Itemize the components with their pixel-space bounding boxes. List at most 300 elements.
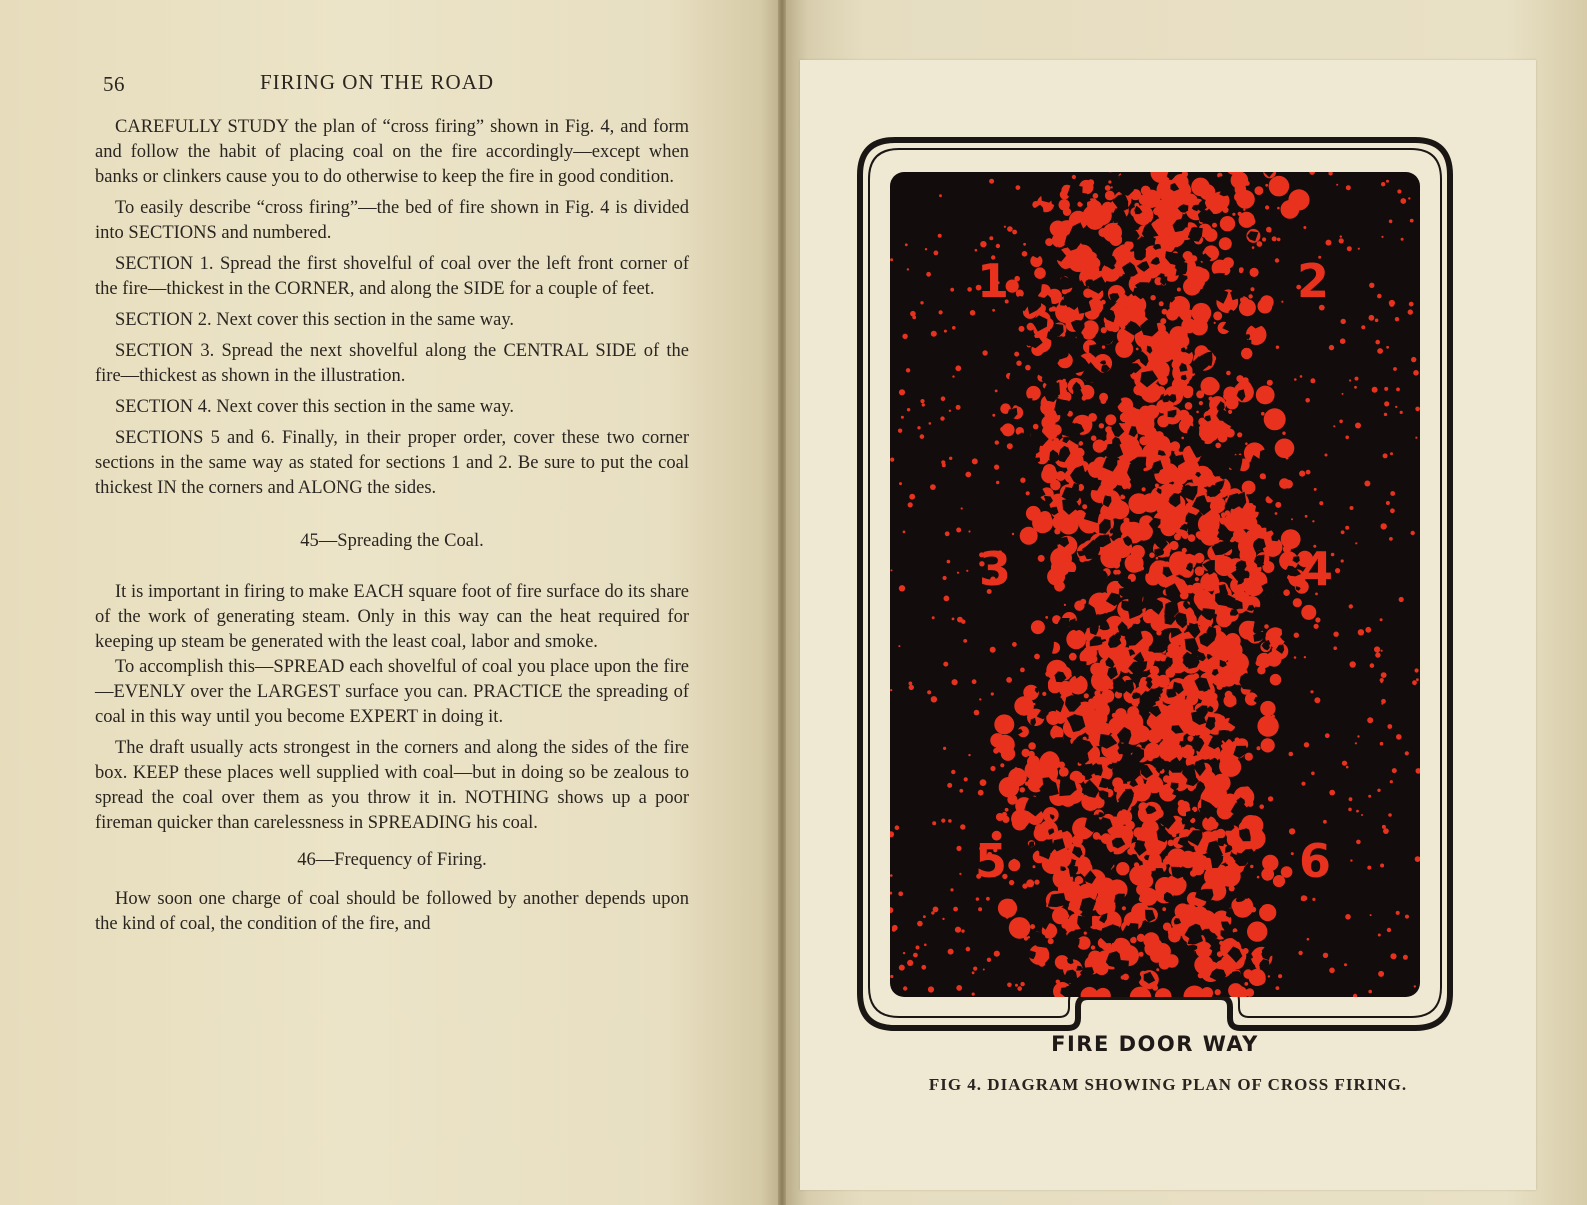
fire-spark [920, 434, 925, 439]
fire-spark [1156, 557, 1159, 560]
fire-speck [1260, 701, 1275, 716]
fire-spark [1174, 636, 1180, 642]
fire-speck [1228, 983, 1243, 998]
fire-speck [1059, 681, 1073, 695]
fire-spark [1291, 518, 1293, 520]
fire-speck [1198, 597, 1203, 602]
fire-spark [1053, 438, 1059, 444]
fire-spark [920, 399, 924, 403]
fire-spark [1281, 417, 1285, 421]
fire-spark [1272, 715, 1275, 718]
section-number-2: 2 [1296, 254, 1330, 308]
fire-spark [890, 258, 893, 261]
fire-spark [1033, 865, 1036, 868]
fire-speck [1255, 186, 1264, 195]
fire-speck [1026, 386, 1041, 401]
fire-speck [1168, 840, 1175, 847]
fire-spark [1159, 951, 1162, 954]
fire-speck [1095, 962, 1109, 976]
fire-spark [1381, 681, 1383, 683]
fire-spark [1199, 943, 1202, 946]
fire-speck [1034, 654, 1040, 660]
fire-spark [1415, 856, 1421, 862]
fire-spark [1256, 660, 1262, 666]
fire-speck [1284, 480, 1293, 489]
fire-spark [932, 616, 935, 619]
fire-spark [1002, 812, 1007, 817]
fire-speck [1256, 386, 1275, 405]
fire-spark [1025, 710, 1027, 712]
fire-spark [903, 986, 907, 990]
fire-spark [1353, 994, 1357, 998]
fire-spark [1396, 388, 1400, 392]
fire-spark [1299, 471, 1305, 477]
fire-spark [917, 426, 920, 429]
fire-spark [1015, 767, 1018, 770]
fire-spark [1107, 560, 1110, 563]
fire-spark [1380, 864, 1384, 868]
fire-spark [1219, 268, 1221, 270]
fire-spark [1375, 652, 1380, 657]
fire-spark [898, 891, 903, 896]
fire-spark [982, 350, 987, 355]
fire-speck [1091, 710, 1108, 727]
fire-speck [1165, 668, 1175, 678]
fire-spark [1112, 713, 1117, 718]
fire-spark [939, 310, 943, 314]
fire-spark [978, 907, 982, 911]
fire-spark [940, 416, 944, 420]
fire-spark [1387, 724, 1392, 729]
fire-spark [1247, 801, 1253, 807]
fire-spark [1276, 986, 1280, 990]
fire-spark [1328, 171, 1332, 175]
fire-speck [1275, 258, 1279, 262]
fire-spark [1354, 386, 1357, 389]
figure-caption: FIG 4. DIAGRAM SHOWING PLAN OF CROSS FIRING. [928, 1075, 1408, 1094]
fire-spark [1389, 537, 1393, 541]
fire-spark [1367, 866, 1371, 870]
fire-speck [1224, 742, 1236, 754]
fire-spark [1386, 180, 1389, 183]
fire-spark [1256, 570, 1261, 575]
coal-lump [1163, 999, 1184, 1016]
fire-spark [1301, 782, 1305, 786]
fire-spark [1326, 240, 1332, 246]
fire-spark [1055, 294, 1057, 296]
fire-speck [1172, 482, 1183, 493]
fire-spark [1341, 559, 1344, 562]
fire-spark [1365, 627, 1371, 633]
fire-spark [1305, 515, 1308, 518]
fire-spark [890, 689, 892, 691]
fire-spark [1185, 459, 1190, 464]
fire-spark [928, 986, 934, 992]
fire-spark [1368, 795, 1371, 798]
fire-spark [1244, 982, 1248, 986]
fire-speck [1155, 877, 1175, 897]
fire-spark [909, 685, 914, 690]
fire-spark [1109, 210, 1112, 213]
fire-speck [1064, 919, 1075, 930]
fire-spark [1243, 209, 1245, 211]
fire-spark [1205, 748, 1211, 754]
fire-speck [1270, 674, 1282, 686]
fire-speck [1041, 751, 1059, 769]
fire-spark [1102, 988, 1106, 992]
fire-spark [1311, 772, 1315, 776]
fire-spark [1304, 656, 1306, 658]
fire-spark [1403, 955, 1408, 960]
fire-speck [1181, 801, 1190, 810]
fire-spark [905, 243, 908, 246]
fire-spark [1115, 475, 1121, 481]
fire-spark [921, 965, 926, 970]
fire-spark [1063, 379, 1066, 382]
fire-spark [924, 944, 927, 947]
fire-spark [1210, 549, 1213, 552]
fire-spark [1235, 523, 1241, 529]
fire-speck [1009, 917, 1031, 939]
fire-spark [944, 596, 950, 602]
fire-spark [1329, 345, 1334, 350]
fire-spark [1356, 840, 1361, 845]
fire-spark [1333, 646, 1337, 650]
fire-speck [1038, 555, 1045, 562]
fire-spark [1395, 317, 1399, 321]
fire-speck [1192, 906, 1208, 922]
fire-speck [1033, 424, 1039, 430]
fire-spark [976, 897, 979, 900]
fire-spark [1142, 335, 1145, 338]
coal-lump [1077, 916, 1092, 928]
fire-speck [1217, 684, 1223, 690]
fire-spark [1401, 238, 1404, 241]
fire-spark [1242, 377, 1248, 383]
fire-spark [1203, 489, 1207, 493]
fire-speck [1004, 405, 1010, 411]
fire-spark [1267, 919, 1269, 921]
fire-spark [1377, 789, 1380, 792]
fire-spark [903, 531, 906, 534]
fire-speck [1195, 566, 1205, 576]
fire-spark [899, 482, 902, 485]
fire-spark [1193, 210, 1199, 216]
fire-spark [1033, 703, 1035, 705]
fire-spark [996, 244, 1000, 248]
fire-spark [987, 958, 991, 962]
fire-speck [1139, 194, 1150, 205]
fire-spark [1098, 671, 1102, 675]
fire-spark [1048, 938, 1054, 944]
fire-spark [944, 330, 947, 333]
fire-spark [1222, 207, 1228, 213]
body-text [95, 115, 689, 943]
fire-spark [1375, 319, 1379, 323]
paragraph: SECTION 4. Next cover this section in the same way. [115, 397, 515, 417]
fire-spark [1023, 243, 1026, 246]
fire-speck [1051, 424, 1062, 435]
fire-spark [1179, 237, 1184, 242]
fire-spark [1131, 441, 1137, 447]
fire-spark [1004, 226, 1006, 228]
fire-speck [994, 714, 1014, 734]
fire-spark [986, 897, 990, 901]
fire-spark [1157, 271, 1161, 275]
fire-spark [1268, 975, 1270, 977]
fire-spark [1399, 597, 1404, 602]
fire-speck [1144, 426, 1157, 439]
fire-speck [999, 777, 1020, 798]
fire-speck [1235, 737, 1240, 742]
fire-speck [1275, 439, 1295, 459]
fire-spark [1319, 501, 1323, 505]
fire-speck [1241, 348, 1252, 359]
paragraph: It is important in firing to make EACH square foot of fire surface do its share of the work of generating steam. Only in this way can the heat required for keeping up steam be generated with the least coal, labor and smoke. [95, 582, 689, 652]
fire-spark [1239, 267, 1244, 272]
fire-spark [948, 949, 954, 955]
fire-spark [1015, 984, 1018, 987]
paragraph: To accomplish this—SPREAD each shovelful of coal you place upon the fire—EVENLY over the LARGEST surface you can. PRACTICE the spreading of coal in this way until you become EXPERT in doing it. [95, 657, 689, 727]
fire-spark [1161, 788, 1166, 793]
fire-speck [1027, 323, 1035, 331]
fire-spark [1082, 504, 1087, 509]
fire-speck [1183, 278, 1201, 296]
fire-spark [1006, 916, 1009, 919]
fire-spark [1109, 682, 1114, 687]
fire-speck [1001, 747, 1015, 761]
fire-spark [1355, 377, 1359, 381]
fire-spark [1096, 951, 1099, 954]
fire-spark [1020, 982, 1024, 986]
fire-spark [1411, 357, 1416, 362]
fire-spark [1091, 525, 1096, 530]
fire-spark [1358, 629, 1364, 635]
fire-speck [1162, 309, 1168, 315]
fire-speck [1056, 471, 1066, 481]
fire-spark [952, 618, 955, 621]
fire-spark [1259, 804, 1264, 809]
fire-spark [975, 249, 978, 252]
fire-speck [1168, 930, 1181, 943]
fire-spark [1349, 379, 1351, 381]
fire-spark [1020, 668, 1025, 673]
fire-spark [1378, 971, 1384, 977]
fire-speck [1225, 510, 1230, 515]
fire-spark [972, 679, 977, 684]
fire-spark [1105, 185, 1111, 191]
fire-spark [1345, 436, 1349, 440]
running-head [100, 70, 690, 100]
fire-spark [994, 951, 1000, 957]
fire-spark [1204, 379, 1210, 385]
fire-spark [1357, 735, 1359, 737]
fire-speck [1233, 529, 1247, 543]
fire-speck [1204, 232, 1209, 237]
fire-spark [1408, 197, 1410, 199]
fire-spark [1405, 751, 1409, 755]
fire-spark [1409, 302, 1414, 307]
fire-spark [1315, 617, 1320, 622]
paragraph: To easily describe “cross firing”—the bed of fire shown in Fig. 4 is divided into SECTIONS and numbered. [95, 198, 689, 243]
fire-speck [980, 779, 987, 786]
fire-speck [1136, 566, 1142, 572]
fire-spark [1067, 849, 1070, 852]
fire-spark [1298, 951, 1302, 955]
fire-spark [1176, 652, 1178, 654]
fire-spark [961, 929, 964, 932]
fire-spark [1009, 880, 1014, 885]
fire-spark [1045, 671, 1051, 677]
fire-speck [1120, 413, 1130, 423]
fire-spark [1068, 906, 1072, 910]
fire-spark [1174, 450, 1180, 456]
fire-spark [1165, 856, 1170, 861]
fire-spark [1000, 763, 1004, 767]
fire-speck [1092, 206, 1112, 226]
fire-spark [899, 965, 905, 971]
fire-spark [1045, 616, 1048, 619]
fire-spark [968, 530, 970, 532]
fire-spark [1300, 375, 1303, 378]
fire-speck [1250, 268, 1259, 277]
fire-spark [1131, 261, 1134, 264]
fire-spark [1114, 786, 1120, 792]
fire-speck [1155, 988, 1172, 1005]
fire-spark [951, 770, 955, 774]
fire-spark [1181, 437, 1184, 440]
fire-spark [1083, 181, 1088, 186]
fire-speck [1167, 848, 1187, 868]
fire-spark [1189, 693, 1193, 697]
fire-speck [1136, 865, 1152, 881]
fire-spark [1020, 478, 1025, 483]
fire-speck [1247, 217, 1255, 225]
fire-spark [1339, 420, 1343, 424]
fire-spark [1335, 568, 1340, 573]
fire-spark [1096, 873, 1102, 879]
fire-spark [942, 918, 944, 920]
fire-spark [898, 645, 900, 647]
fire-speck [1022, 749, 1030, 757]
fire-spark [901, 416, 904, 419]
fire-spark [1122, 906, 1126, 910]
fire-spark [907, 268, 909, 270]
fire-speck [1059, 767, 1069, 777]
fire-spark [1163, 250, 1165, 252]
fire-spark [980, 241, 986, 247]
fire-speck [1055, 955, 1069, 969]
fire-spark [1414, 985, 1416, 987]
fire-speck [1225, 856, 1234, 865]
fire-speck [1030, 924, 1035, 929]
fire-spark [927, 690, 931, 694]
fire-spark [953, 907, 958, 912]
fire-spark [1272, 236, 1277, 241]
fire-speck [1098, 835, 1102, 839]
fire-spark [956, 405, 961, 410]
fire-spark [1042, 692, 1046, 696]
fire-spark [1341, 530, 1345, 534]
coal-lump [1153, 285, 1165, 295]
fire-spark [1390, 953, 1396, 959]
fire-spark [1210, 698, 1212, 700]
fire-speck [1156, 436, 1170, 450]
fire-spark [1022, 929, 1025, 932]
fire-spark [1007, 983, 1012, 988]
fire-speck [1039, 960, 1046, 967]
fire-spark [1252, 246, 1255, 249]
fire-spark [974, 710, 980, 716]
fire-spark [1257, 876, 1260, 879]
fire-spark [1014, 276, 1020, 282]
fire-spark [1307, 938, 1310, 941]
fire-spark [898, 429, 902, 433]
fire-speck [1047, 715, 1051, 719]
fire-speck [1219, 756, 1240, 777]
fire-spark [1381, 672, 1387, 678]
fire-spark [1056, 980, 1060, 984]
fire-speck [1174, 533, 1181, 540]
fire-spark [1014, 352, 1019, 357]
fire-spark [1400, 198, 1406, 204]
fire-spark [1078, 878, 1084, 884]
fire-spark [957, 572, 959, 574]
fire-speck [1190, 870, 1197, 877]
fire-spark [902, 334, 907, 339]
fire-spark [1142, 441, 1144, 443]
fire-speck [1215, 443, 1221, 449]
fire-spark [1051, 477, 1053, 479]
fire-speck [1281, 200, 1300, 219]
fire-spark [1242, 910, 1245, 913]
fire-spark [1303, 226, 1306, 229]
fire-speck [1028, 742, 1036, 750]
fire-spark [1390, 780, 1393, 783]
fire-speck [1183, 593, 1187, 597]
fire-speck [1186, 572, 1192, 578]
fire-spark [955, 365, 961, 371]
fire-spark [1168, 828, 1173, 833]
fire-spark [1250, 865, 1253, 868]
fire-spark [973, 967, 977, 971]
fire-spark [1122, 661, 1127, 666]
fire-spark [1392, 768, 1397, 773]
paragraph: SECTION 2. Next cover this section in the same way. [115, 310, 515, 330]
fire-spark [1267, 745, 1270, 748]
coal-lump [1176, 261, 1188, 276]
fire-speck [1140, 411, 1148, 419]
fire-spark [1355, 742, 1357, 744]
fire-spark [1310, 378, 1315, 383]
fire-spark [1348, 808, 1352, 812]
fire-spark [1103, 956, 1105, 958]
fire-spark [1386, 501, 1390, 505]
fire-spark [1275, 502, 1281, 508]
fire-spark [907, 960, 913, 966]
fire-speck [1246, 988, 1255, 997]
fire-spark [941, 819, 945, 823]
fire-spark [1072, 734, 1077, 739]
fire-spark [941, 396, 946, 401]
fire-speck [1153, 207, 1161, 215]
fire-spark [1364, 481, 1370, 487]
fire-spark [1289, 752, 1294, 757]
fire-spark [939, 194, 942, 197]
fire-spark [1251, 907, 1257, 913]
fire-spark [1358, 248, 1360, 250]
fire-spark [1005, 808, 1009, 812]
